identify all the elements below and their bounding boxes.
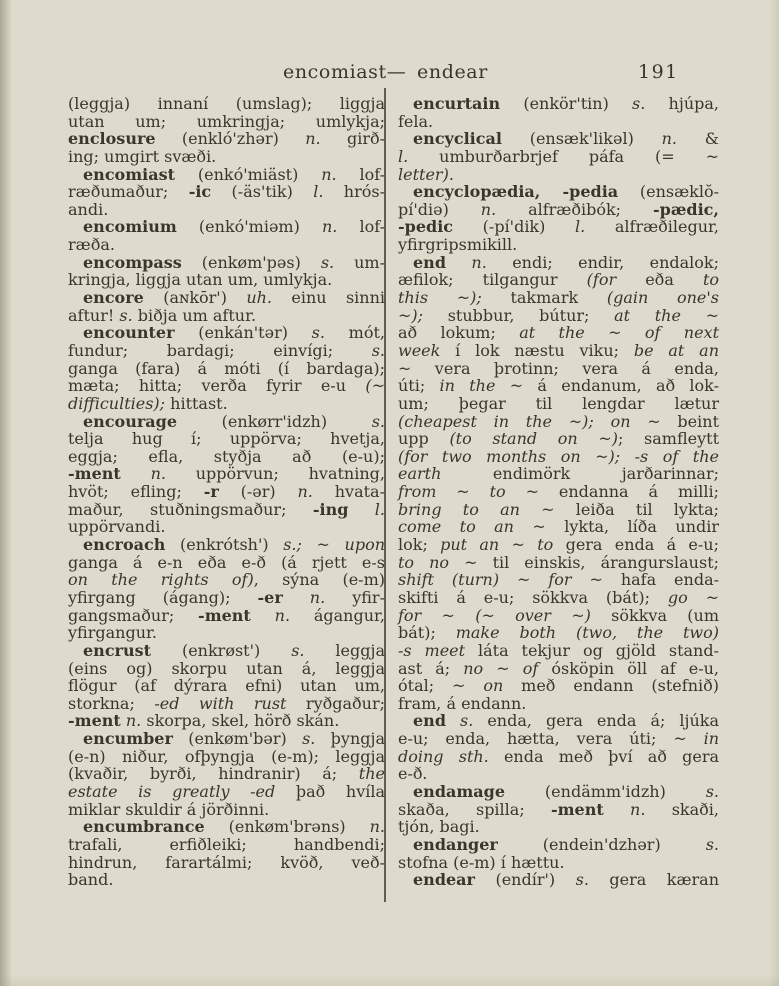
text-line: encumber (enkøm'bər) s. þyngja [83, 729, 385, 749]
text-line: að lokum; at the ~ of next [398, 323, 719, 343]
left-column [68, 95, 385, 889]
text-line: tjón, bagi. [398, 817, 480, 837]
text-line: kringja, liggja utan um, umlykja. [68, 270, 333, 290]
text-line: æfilok; tilgangur (for eða to [398, 270, 719, 290]
text-line: endamage (endämm'idzh) s. [413, 781, 719, 801]
right-column [398, 95, 719, 889]
text-line: fela. [398, 111, 434, 131]
text-line: gangsmaður; -ment n. ágangur, [68, 605, 386, 625]
text-line: aftur! s. biðja um aftur. [68, 305, 257, 325]
text-line: miklar skuldir á jörðinni. [68, 799, 270, 819]
text-line: on the rights of), sýna (e-m) [68, 570, 385, 590]
text-line: (e-n) niður, ofþyngja (e-m); leggja [68, 746, 385, 766]
text-line: e-ð. [398, 764, 428, 784]
text-line: encore (aɴkōr') uh. einu sinni [83, 288, 385, 308]
text-line: encumbrance (enkøm'brəns) n. [83, 817, 385, 837]
text-line: doing sth. enda með því að gera [398, 746, 719, 766]
text-line: utan um; umkringja; umlykja; [68, 111, 385, 131]
text-line: to no ~ til einskis, árangurslaust; [398, 552, 720, 572]
text-line: pí'diə) n. alfræðibók; -pædic, [398, 199, 719, 219]
text-line: andi. [68, 199, 109, 219]
text-line: encourage (enkørr'idzh) s. [83, 411, 385, 431]
text-line: this ~); takmark (gain one's [398, 288, 719, 308]
text-line: encompass (enkøm'pəs) s. um- [83, 252, 386, 272]
text-line: eggja; efla, styðja að (e-u); [68, 446, 385, 466]
text-line: letter). [398, 164, 454, 184]
text-line: fundur; bardagi; einvígi; s. [68, 340, 385, 360]
text-line: endanger (endein'dzhər) s. [413, 834, 719, 854]
text-line: (for two months on ~); -s of the [398, 446, 719, 466]
text-line: enclosure (enkló'zhər) n. girð- [68, 129, 386, 149]
text-line: trafali, erfiðleiki; handbendi; [68, 834, 385, 854]
text-line: flögur (af dýrara efni) utan um, [68, 676, 385, 696]
text-line: encomiast (enkó'miäst) n. lof- [83, 164, 385, 184]
text-line: hvöt; efling; -r (-ər) n. hvata- [68, 482, 385, 502]
text-line: encomium (enkó'miəm) n. lof- [83, 217, 385, 237]
text-line: ræðumaður; -ic (-äs'tik) l. hrós- [68, 182, 386, 202]
text-line: l. umburðarbrjef páfa (= ~ [398, 146, 719, 166]
text-line: ræða. [68, 235, 115, 255]
text-line: end n. endi; endir, endalok; [413, 252, 720, 272]
text-line: encyclopædia, -pedia (ensæklŏ- [413, 182, 719, 202]
text-line: skaða, spilla; -ment n. skaði, [398, 799, 719, 819]
text-line: bát); make both (two, the two) [398, 623, 719, 643]
text-line: úti; in the ~ á endanum, að lok- [398, 376, 719, 396]
text-line: end s. enda, gera enda á; ljúka [413, 711, 719, 731]
text-line: e-u; enda, hætta, vera úti; ~ in [398, 729, 720, 749]
text-line: encyclical (ensæk'likəl) n. & [413, 129, 719, 149]
text-line: fram, á endann. [398, 693, 527, 713]
text-line: uppörvandi. [68, 517, 166, 537]
text-line: yfirgangur. [68, 623, 157, 643]
scan-edge-bottom [0, 974, 779, 986]
text-line: yfirgripsmikill. [398, 235, 518, 255]
text-line: lok; put an ~ to gera enda á e-u; [398, 535, 719, 555]
text-line: estate is greatly -ed það hvíla [68, 781, 386, 801]
text-line: ing; umgirt svæði. [68, 146, 217, 166]
text-line: ganga á e-n eða e-ð (á rjett e-s [68, 552, 385, 572]
text-line: endear (endír') s. gera kæran [413, 870, 719, 890]
text-line: encroach (enkrótsh') s.; ~ upon [83, 535, 385, 555]
text-line: -ment n. skorpa, skel, hörð skán. [68, 711, 340, 731]
page-number: 191 [638, 61, 679, 83]
text-line: ast á; no ~ of ósköpin öll af e-u, [398, 658, 719, 678]
text-line: -s meet láta tekjur og gjöld stand- [398, 640, 719, 660]
text-line: come to an ~ lykta, líða undir [398, 517, 720, 537]
text-line: from ~ to ~ endanna á milli; [398, 482, 719, 502]
text-line: ganga (fara) á móti (í bardaga); [68, 358, 385, 378]
text-line: -ment n. uppörvun; hvatning, [68, 464, 385, 484]
text-line: mæta; hitta; verða fyrir e-u (~ [68, 376, 385, 396]
text-line: upp (to stand on ~); samfleytt [398, 429, 719, 449]
text-line: telja hug í; uppörva; hvetja, [68, 429, 385, 449]
text-line: stofna (e-m) í hættu. [398, 852, 565, 872]
text-line: week í lok næstu viku; be at an [398, 340, 719, 360]
text-line: -pedic (-pí'dik) l. alfræðilegur, [398, 217, 719, 237]
text-line: ~); stubbur, bútur; at the ~ [398, 305, 720, 325]
text-line: earth endimörk jarðarinnar; [398, 464, 719, 484]
text-line: maður, stuðningsmaður; -ing l. [68, 499, 385, 519]
text-line: ótal; ~ on með endann (stefnið) [398, 676, 719, 696]
scan-edge-right [769, 0, 779, 986]
text-line: encurtain (enkör'tin) s. hjúpa, [413, 94, 719, 113]
text-line: encounter (enkán'tər) s. mót, [83, 323, 385, 343]
running-head: encomiast— endear [283, 61, 488, 83]
scan-edge-left [0, 0, 12, 986]
text-line: yfirgang (ágang); -er n. yfir- [68, 587, 385, 607]
text-line: (kvaðir, byrði, hindranir) á; the [68, 764, 385, 784]
text-line: for ~ (~ over ~) sökkva (um [398, 605, 719, 625]
text-line: um; þegar til lengdar lætur [398, 393, 719, 413]
text-line: bring to an ~ leiða til lykta; [398, 499, 720, 519]
text-line: (eins og) skorpu utan á, leggja [68, 658, 385, 678]
text-line: band. [68, 870, 114, 890]
text-line: skifti á e-u; sökkva (bát); go ~ [398, 587, 719, 607]
text-line: encrust (enkrøst') s. leggja [83, 640, 385, 660]
text-line: (leggja) innaní (umslag); liggja [68, 94, 385, 113]
page-header [0, 61, 779, 83]
text-line: shift (turn) ~ for ~ hafa enda- [398, 570, 720, 590]
text-line: (cheapest in the ~); on ~ beint [398, 411, 719, 431]
text-line: hindrun, farartálmi; kvöð, veð- [68, 852, 385, 872]
text-line: ~ vera þrotinn; vera á enda, [398, 358, 719, 378]
text-line: difficulties); hittast. [68, 393, 228, 413]
text-line: storkna; -ed with rust ryðgaður; [68, 693, 385, 713]
